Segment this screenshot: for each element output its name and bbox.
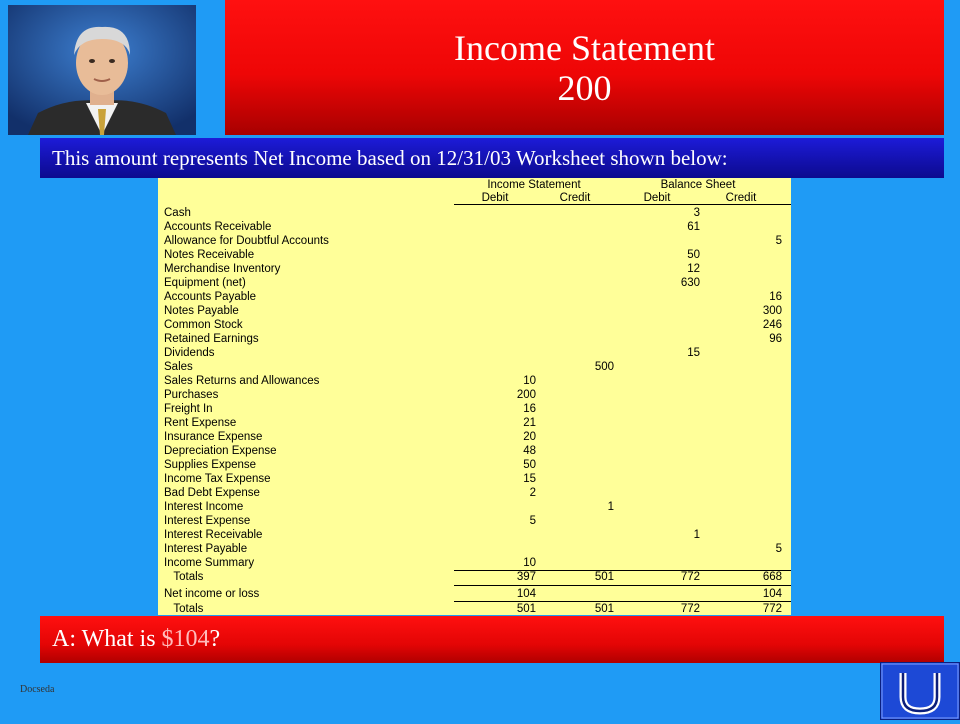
cell-bs-credit — [700, 430, 782, 444]
table-row — [158, 346, 791, 360]
cell-is-debit: 15 — [523, 473, 536, 485]
table-row — [158, 374, 791, 388]
cell-is-credit — [536, 514, 614, 528]
row-label: Supplies Expense — [164, 459, 257, 471]
table-row — [158, 388, 791, 402]
cell-is-credit — [536, 556, 614, 570]
cell-bs-credit — [700, 500, 782, 514]
cell-is-debit: 48 — [523, 445, 536, 457]
worksheet-group-header — [158, 178, 791, 192]
table-row — [158, 542, 791, 556]
cell-bs-credit — [700, 206, 782, 220]
row-label: Interest Payable — [164, 543, 248, 555]
cell-is-debit — [454, 206, 536, 220]
column-header: Debit — [481, 192, 509, 204]
cell-bs-debit — [614, 374, 700, 388]
row-label: Cash — [164, 207, 191, 219]
cell-bs-credit: 16 — [769, 291, 782, 303]
row-label: Interest Income — [164, 501, 244, 513]
table-row — [158, 276, 791, 290]
cell-bs-credit — [700, 276, 782, 290]
cell-bs-debit — [614, 402, 700, 416]
cell-bs-debit — [614, 388, 700, 402]
cell-bs-credit — [700, 346, 782, 360]
table-row — [158, 262, 791, 276]
row-label: Interest Expense — [164, 515, 251, 527]
table-row — [158, 570, 791, 584]
cell-is-credit — [536, 220, 614, 234]
row-label: Notes Payable — [164, 305, 239, 317]
cell-bs-credit — [700, 262, 782, 276]
cell-bs-debit — [614, 304, 700, 318]
cell-bs-debit — [614, 556, 700, 570]
cell-is-credit: 500 — [594, 361, 614, 373]
cell-is-debit — [454, 220, 536, 234]
cell-is-debit: 5 — [529, 515, 536, 527]
cell-bs-debit — [614, 486, 700, 500]
cell-is-credit — [536, 472, 614, 486]
table-row — [158, 360, 791, 374]
cell-bs-credit — [700, 374, 782, 388]
row-label: Freight In — [164, 403, 213, 415]
cell-is-credit — [536, 528, 614, 542]
cell-bs-credit — [700, 416, 782, 430]
table-row — [158, 602, 791, 616]
cell-is-credit — [536, 374, 614, 388]
cell-bs-debit: 630 — [680, 277, 700, 289]
row-label: Totals — [164, 571, 204, 583]
table-row — [158, 234, 791, 248]
cell-bs-credit: 668 — [762, 571, 782, 583]
cell-is-credit — [536, 304, 614, 318]
row-label: Income Summary — [164, 557, 255, 569]
row-label: Accounts Payable — [164, 291, 257, 303]
cell-bs-credit: 104 — [762, 588, 782, 600]
cell-is-debit: 10 — [523, 375, 536, 387]
table-row — [158, 416, 791, 430]
table-row — [158, 206, 791, 220]
row-label: Totals — [164, 603, 204, 615]
cell-is-credit — [536, 346, 614, 360]
table-row — [158, 472, 791, 486]
question-text: This amount represents Net Income based on 12/31/03 Worksheet shown below: — [40, 138, 944, 178]
cell-is-credit — [536, 402, 614, 416]
table-row — [158, 318, 791, 332]
cell-is-debit — [454, 290, 536, 304]
column-header: Debit — [643, 192, 671, 204]
cell-bs-credit — [700, 402, 782, 416]
cell-bs-debit — [614, 587, 700, 601]
table-row — [158, 290, 791, 304]
row-label: Sales Returns and Allowances — [164, 375, 320, 387]
table-row — [158, 248, 791, 262]
table-row — [158, 430, 791, 444]
column-header: Credit — [725, 192, 757, 204]
row-label: Common Stock — [164, 319, 243, 331]
cell-bs-credit: 300 — [762, 305, 782, 317]
cell-is-debit — [454, 234, 536, 248]
row-label: Accounts Receivable — [164, 221, 272, 233]
cell-is-credit: 501 — [594, 603, 614, 615]
cell-bs-debit: 772 — [680, 603, 700, 615]
table-row — [158, 332, 791, 346]
cell-is-debit: 200 — [516, 389, 536, 401]
cell-bs-debit — [614, 444, 700, 458]
row-label: Insurance Expense — [164, 431, 263, 443]
cell-is-debit — [454, 542, 536, 556]
group-header-balance-sheet: Balance Sheet — [660, 179, 736, 191]
row-label: Equipment (net) — [164, 277, 246, 289]
cell-bs-debit: 15 — [687, 347, 700, 359]
row-label: Merchandise Inventory — [164, 263, 281, 275]
row-label: Bad Debt Expense — [164, 487, 260, 499]
cell-bs-credit — [700, 444, 782, 458]
cell-bs-debit — [614, 290, 700, 304]
cell-is-debit — [454, 318, 536, 332]
cell-is-credit — [536, 206, 614, 220]
row-label: Income Tax Expense — [164, 473, 271, 485]
cell-is-debit: 21 — [523, 417, 536, 429]
watermark: Docseda — [20, 684, 55, 695]
title-box — [225, 0, 944, 135]
cell-is-debit — [454, 248, 536, 262]
answer-bar — [40, 616, 944, 663]
table-row — [158, 556, 791, 570]
cell-is-debit — [454, 528, 536, 542]
cell-bs-debit: 50 — [687, 249, 700, 261]
table-row — [158, 500, 791, 514]
cell-is-debit: 104 — [516, 588, 536, 600]
group-header-income-statement: Income Statement — [487, 179, 581, 191]
host-portrait-image — [8, 5, 196, 135]
cell-bs-debit — [614, 234, 700, 248]
cell-is-credit: 501 — [594, 571, 614, 583]
cell-bs-credit: 96 — [769, 333, 782, 345]
return-u-icon — [881, 663, 959, 719]
cell-bs-credit — [700, 514, 782, 528]
cell-is-credit — [536, 587, 614, 601]
cell-is-debit — [454, 332, 536, 346]
header-rule — [454, 204, 791, 205]
answer-lead: A: What is — [52, 626, 162, 652]
cell-bs-debit — [614, 472, 700, 486]
row-label: Notes Receivable — [164, 249, 255, 261]
cell-is-credit — [536, 458, 614, 472]
cell-is-credit — [536, 416, 614, 430]
cell-bs-credit — [700, 360, 782, 374]
cell-is-debit: 20 — [523, 431, 536, 443]
cell-is-debit — [454, 346, 536, 360]
cell-bs-credit — [700, 472, 782, 486]
cell-bs-debit — [614, 500, 700, 514]
cell-is-credit — [536, 248, 614, 262]
cell-bs-credit — [700, 220, 782, 234]
cell-bs-credit — [700, 556, 782, 570]
cell-is-credit — [536, 332, 614, 346]
point-value: 200 — [557, 68, 612, 108]
cell-bs-debit: 772 — [680, 571, 700, 583]
cell-bs-credit — [700, 528, 782, 542]
cell-is-credit — [536, 290, 614, 304]
cell-bs-debit: 12 — [687, 263, 700, 275]
row-label: Sales — [164, 361, 193, 373]
answer-question-mark: ? — [209, 626, 221, 652]
cell-bs-debit — [614, 458, 700, 472]
table-row — [158, 220, 791, 234]
cell-is-debit: 16 — [523, 403, 536, 415]
cell-is-debit: 50 — [523, 459, 536, 471]
cell-bs-credit — [700, 486, 782, 500]
row-label: Allowance for Doubtful Accounts — [164, 235, 329, 247]
worksheet-table — [158, 178, 791, 615]
return-button[interactable] — [880, 662, 960, 720]
row-label: Purchases — [164, 389, 219, 401]
cell-is-credit — [536, 388, 614, 402]
cell-bs-debit — [614, 332, 700, 346]
table-row — [158, 304, 791, 318]
cell-is-debit: 2 — [529, 487, 536, 499]
cell-bs-credit: 772 — [762, 603, 782, 615]
table-row — [158, 514, 791, 528]
cell-bs-credit: 5 — [775, 543, 782, 555]
cell-bs-credit — [700, 248, 782, 262]
cell-is-debit — [454, 360, 536, 374]
row-label: Interest Receivable — [164, 529, 263, 541]
cell-is-debit — [454, 262, 536, 276]
table-row — [158, 444, 791, 458]
table-row — [158, 402, 791, 416]
cell-bs-debit — [614, 318, 700, 332]
cell-is-credit — [536, 486, 614, 500]
host-photo — [8, 5, 196, 135]
cell-bs-credit: 246 — [762, 319, 782, 331]
cell-is-debit — [454, 500, 536, 514]
row-label: Dividends — [164, 347, 215, 359]
answer-amount: $104 — [161, 626, 210, 652]
cell-is-debit: 10 — [523, 557, 536, 569]
table-row — [158, 458, 791, 472]
row-label: Retained Earnings — [164, 333, 259, 345]
cell-bs-debit — [614, 542, 700, 556]
table-row — [158, 528, 791, 542]
worksheet-column-header — [158, 191, 791, 205]
cell-bs-debit — [614, 416, 700, 430]
cell-is-credit — [536, 444, 614, 458]
cell-is-debit: 397 — [516, 571, 536, 583]
cell-bs-credit — [700, 458, 782, 472]
cell-bs-debit: 61 — [687, 221, 700, 233]
cell-is-debit — [454, 276, 536, 290]
cell-is-credit — [536, 234, 614, 248]
cell-is-credit — [536, 318, 614, 332]
cell-is-debit — [454, 304, 536, 318]
host-panel — [0, 0, 225, 135]
cell-bs-credit: 5 — [775, 235, 782, 247]
row-label: Depreciation Expense — [164, 445, 277, 457]
cell-bs-debit — [614, 360, 700, 374]
cell-is-credit — [536, 542, 614, 556]
cell-bs-debit: 1 — [693, 529, 700, 541]
cell-bs-debit: 3 — [693, 207, 700, 219]
table-row — [158, 486, 791, 500]
cell-is-credit: 1 — [607, 501, 614, 513]
cell-is-credit — [536, 262, 614, 276]
cell-is-credit — [536, 276, 614, 290]
cell-bs-debit — [614, 514, 700, 528]
category-title: Income Statement — [454, 28, 715, 68]
cell-is-debit: 501 — [516, 603, 536, 615]
column-header: Credit — [559, 192, 591, 204]
cell-bs-credit — [700, 388, 782, 402]
totals-rule — [454, 585, 791, 586]
cell-is-credit — [536, 430, 614, 444]
row-label: Net income or loss — [164, 588, 260, 600]
table-row — [158, 587, 791, 601]
cell-bs-debit — [614, 430, 700, 444]
row-label: Rent Expense — [164, 417, 237, 429]
